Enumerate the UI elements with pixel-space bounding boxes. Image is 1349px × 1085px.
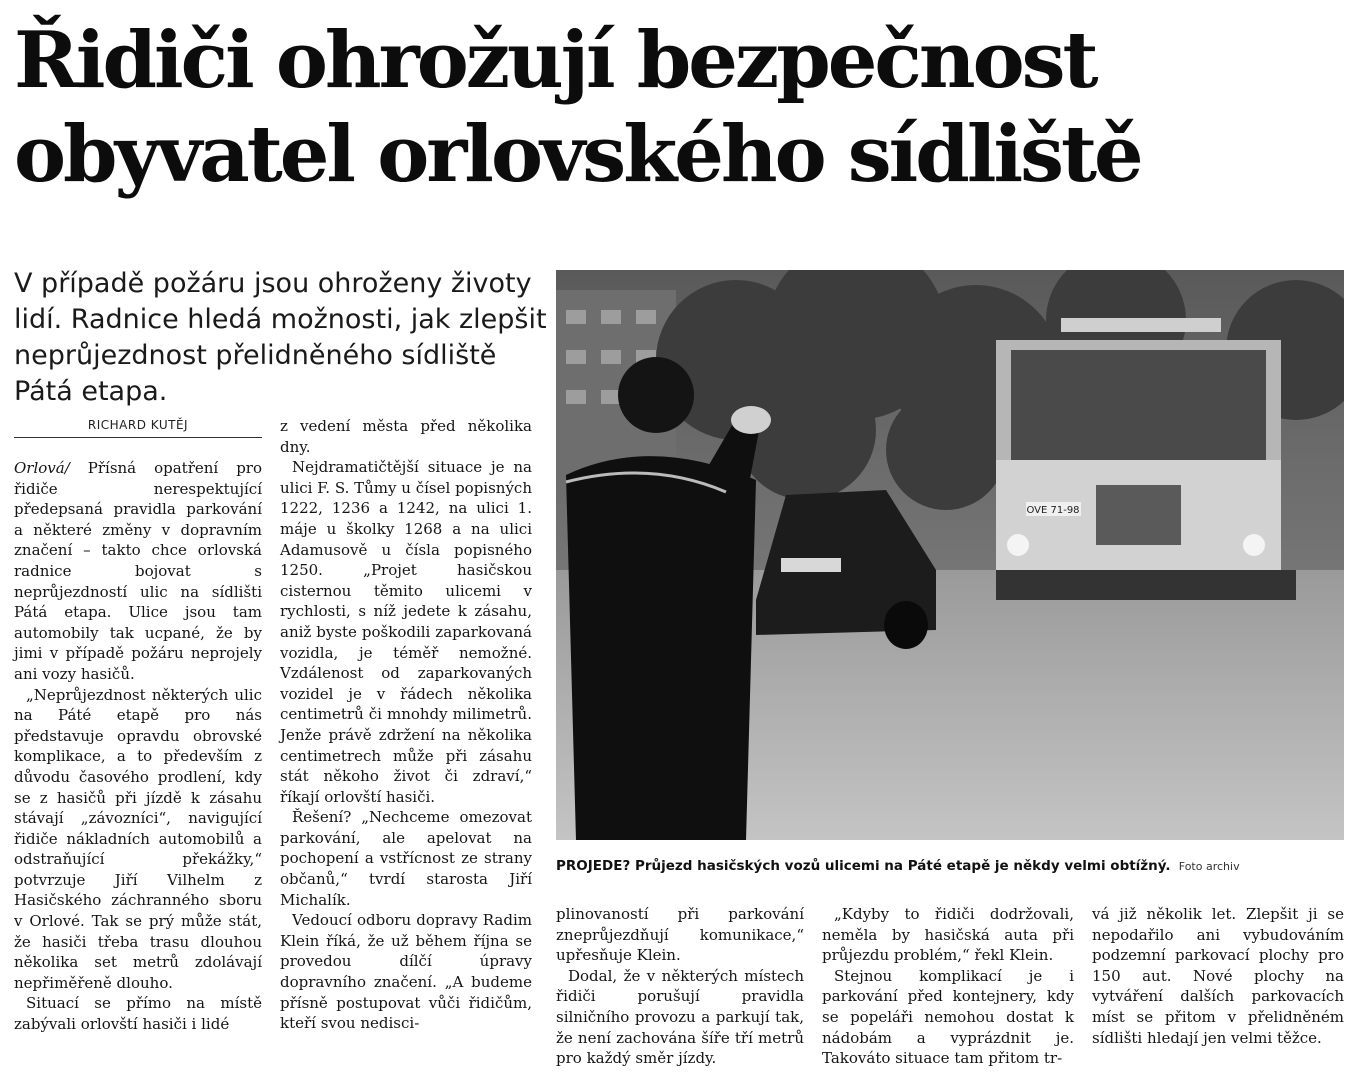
article-column-5 [1092, 904, 1344, 1048]
paragraph: Řešení? „Nechceme omezovat parkování, ale apelovat na pochopení a vstřícnost ze strany občanů,“ tvrdí starosta Jiří Michalík. [280, 808, 532, 909]
headline-line-2: obyvatel orlovského sídliště [14, 109, 1141, 200]
paragraph [14, 458, 262, 685]
lead-line-2: lidí. Radnice hledá možnosti, jak zlepšit [14, 304, 547, 335]
lead-paragraph [14, 266, 547, 410]
headline [14, 14, 1344, 202]
lead-line-3: neprůjezdnost přelidněného sídliště [14, 340, 497, 371]
paragraph: Vedoucí odboru dopravy Radim Klein říká, že už během října se provedou dílčí úpravy dopravního značení. „A budeme přísně postupovat vůči řidičům, kteří svou nedisci- [280, 911, 532, 1033]
firefighter-truck-photo [556, 270, 1344, 840]
paragraph: Nejdramatičtější situace je na ulici F. S. Tůmy u čísel popisných 1222, 1236 a 1242, na ulici 1. máje u školky 1268 a na ulici Adamusově u čísla popisného 1250. „Projet hasičskou cisternou těmito ulicemi v rychlosti, s níž jedete k zásahu, aniž byste poškodili zaparkovaná vozidla, je téměř nemožné. Vzdálenost od zaparkovaných vozidel je v řádech několika centimetrů či mnohdy milimetrů. Jenže právě zdržení na několika centimetrech může při zásahu stát někoho život či zdraví,“ říkají orlovští hasiči. [280, 458, 532, 806]
paragraph-text: Přísná opatření pro řidiče nerespektující předepsaná pravidla parkování a některé změny v dopravním značení – takto chce orlovská radnice bojovat s neprůjezdností ulic na sídlišti Pátá etapa. Ulice jsou tam automobily tak ucpané, že by jimi v případě požáru neprojely ani vozy hasičů. [14, 459, 262, 683]
headline-line-1: Řidiči ohrožují bezpečnost [14, 15, 1096, 106]
photo-credit: Foto archiv [1178, 860, 1240, 873]
license-plate-text: OVE 71-98 [1026, 505, 1080, 516]
paragraph: „Neprůjezdnost některých ulic na Páté etapě pro nás představuje opravdu obrovské komplikace, a to především z důvodu časového prodlení, kdy se z hasičů při jízdě k zásahu stávají „závozníci“, navigující řidiče nákladních automobilů a odstraňující překážky,“ potvrzuje Jiří Vilhelm z Hasičského záchranného sboru v Orlové. Tak se prý může stát, že hasiči třeba trasu dlouhou několika set metrů zdolávají nepřiměřeně dlouho. [14, 685, 262, 992]
news-photo [556, 270, 1344, 840]
lead-line-4: Pátá etapa. [14, 376, 168, 407]
article-column-4 [822, 904, 1074, 1069]
caption-text: PROJEDE? Průjezd hasičských vozů ulicemi na Páté etapě je někdy velmi obtížný. [556, 858, 1171, 874]
paragraph: Dodal, že v některých místech řidiči porušují pravidla silničního provozu a parkují tak, že není zachována šíře tří metrů pro každý směr jízdy. [556, 966, 804, 1068]
lead-line-1: V případě požáru jsou ohroženy životy [14, 268, 532, 299]
byline: RICHARD KUTĚJ [87, 418, 189, 432]
photo-caption [556, 858, 1344, 874]
paragraph: z vedení města před několika dny. [280, 417, 532, 456]
byline-rule [14, 437, 262, 438]
dateline: Orlová/ [14, 459, 70, 477]
paragraph: vá již několik let. Zlepšit ji se nepodařilo ani vybudováním podzemní parkovací plochy pro 150 aut. Nové plochy na vytváření dalších parkovacích míst se přitom v přelidněném sídlišti hledají jen velmi těžce. [1092, 905, 1344, 1047]
article-column-3 [556, 904, 804, 1069]
article-column-1 [14, 458, 262, 1035]
paragraph: plinovaností při parkování zneprůjezdňují komunikace,“ upřesňuje Klein. [556, 905, 804, 965]
paragraph: Stejnou komplikací je i parkování před kontejnery, kdy se popeláři nemohou dostat k nádobám a vyprázdnit je. Takováto situace tam přitom tr- [822, 966, 1074, 1068]
article-column-2 [280, 416, 532, 1034]
paragraph: „Kdyby to řidiči dodržovali, neměla by hasičská auta při průjezdu problém,“ řekl Klein. [822, 905, 1074, 965]
paragraph: Situací se přímo na místě zabývali orlovští hasiči i lidé [14, 994, 262, 1034]
